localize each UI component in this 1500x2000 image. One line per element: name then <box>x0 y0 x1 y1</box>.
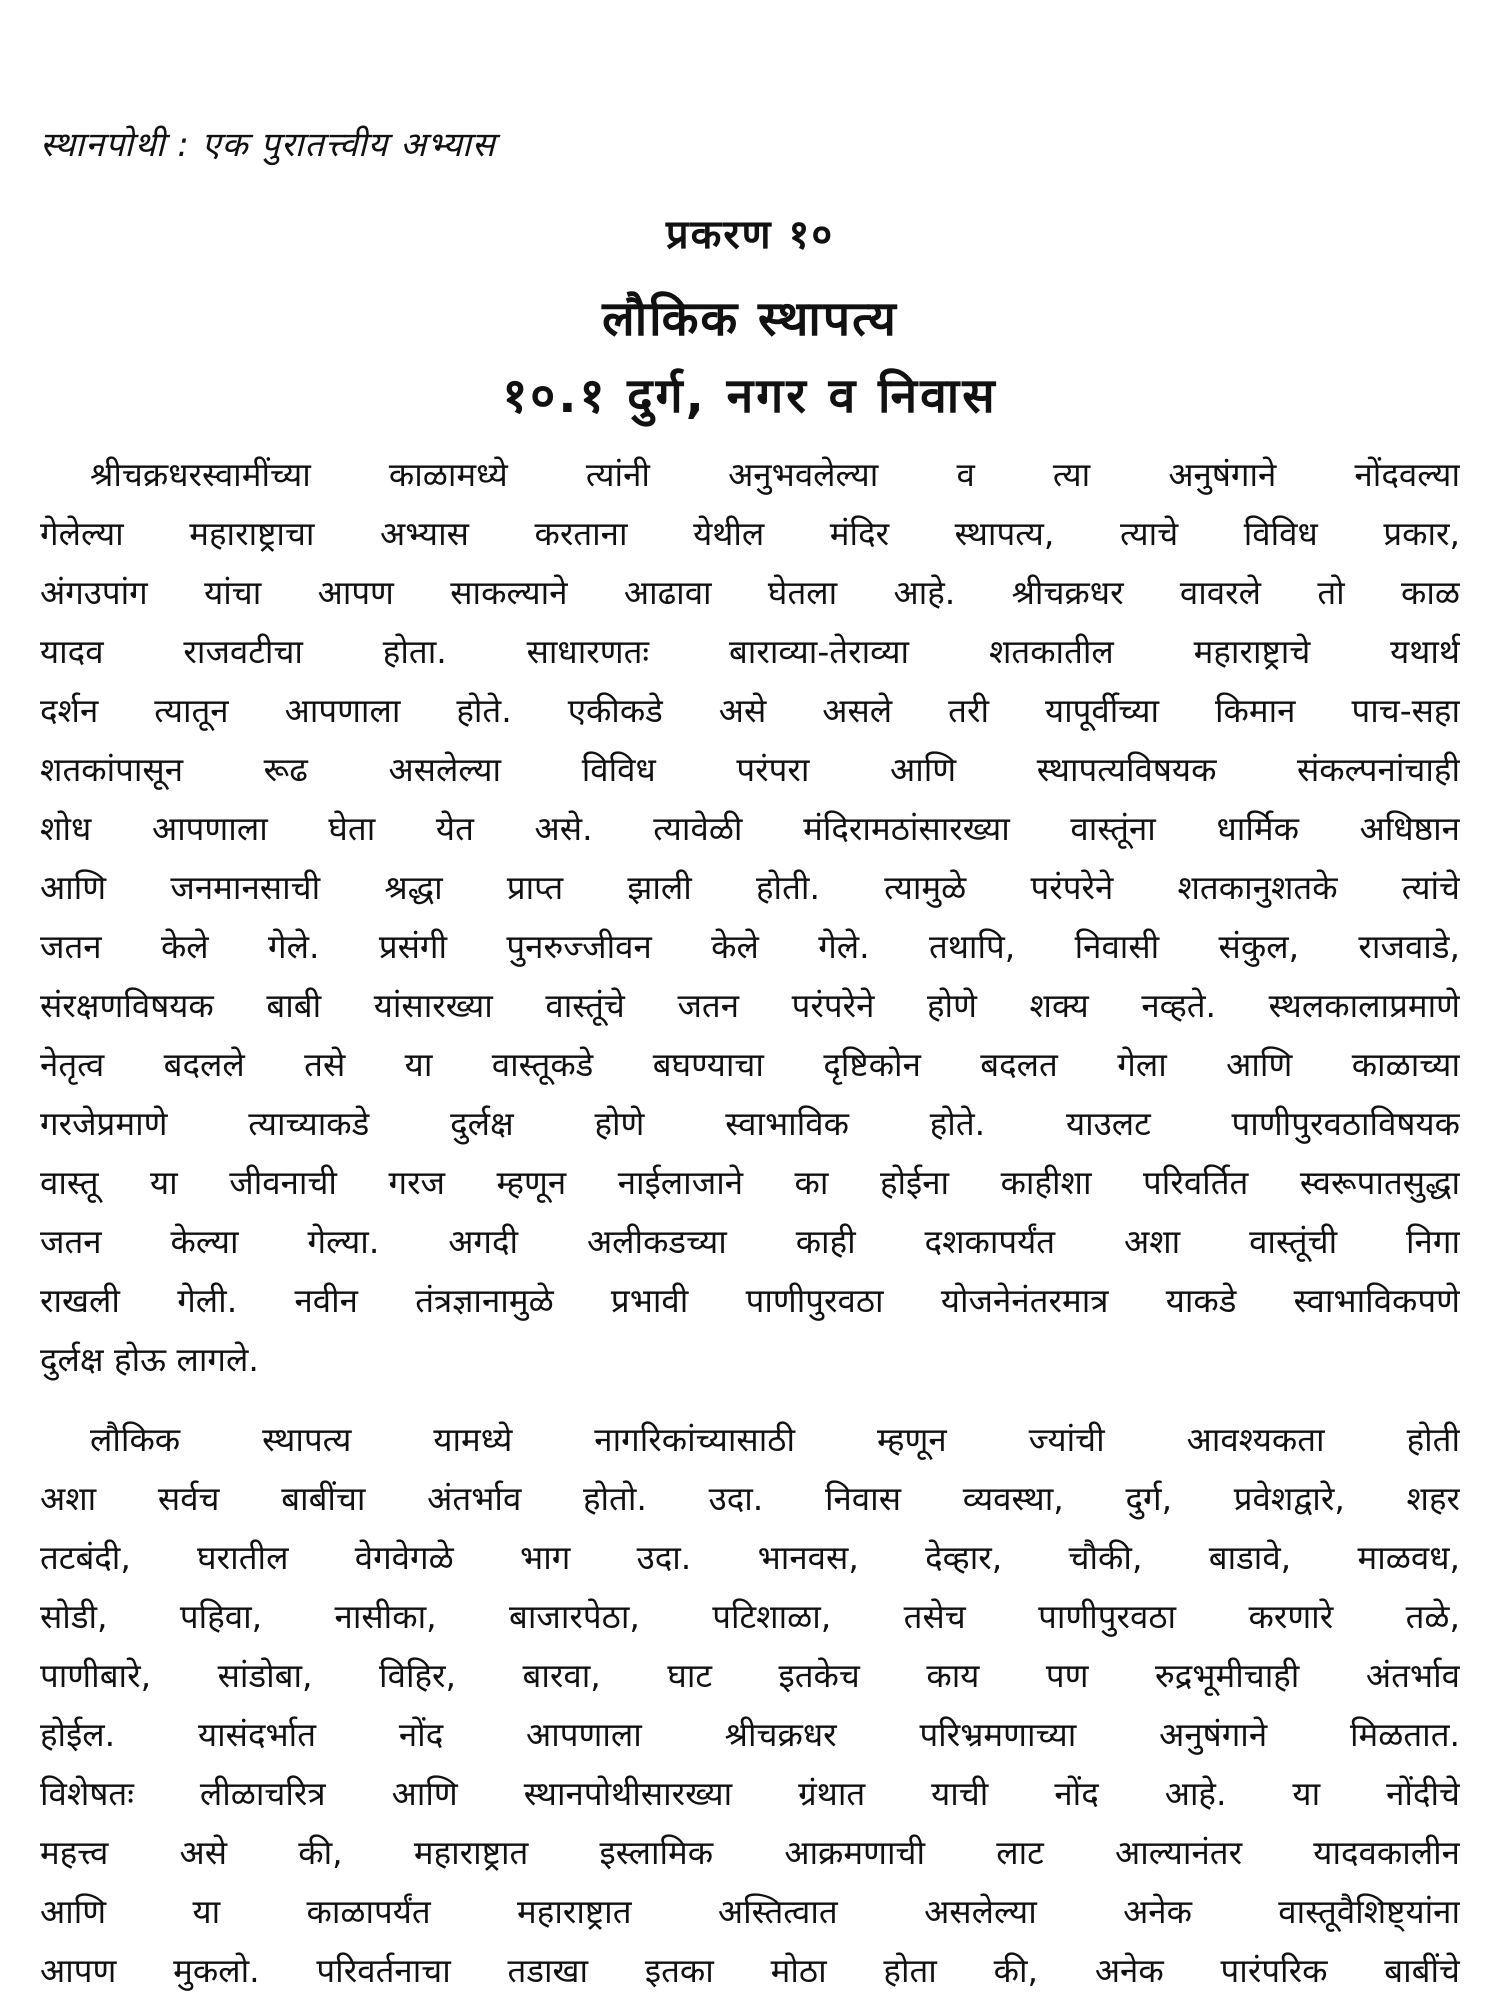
paragraph-1 <box>40 445 1460 1389</box>
paragraph-line: जतन केल्या गेल्या. अगदी अलीकडच्या काही दशकापर्यंत अशा वास्तूंची निगा <box>40 1222 1460 1261</box>
paragraph-line: शतकांपासून रूढ असलेल्या विविध परंपरा आणि स्थापत्यविषयक संकल्पनांचाही <box>40 750 1460 789</box>
paragraph-line: सोडी, पहिवा, नासीका, बाजारपेठा, पटिशाळा, तसेच पाणीपुरवठा करणारे तळे, <box>40 1597 1460 1636</box>
paragraph-line: संरक्षणविषयक बाबी यांसारख्या वास्तूंचे जतन परंपरेने होणे शक्य नव्हते. स्थलकालाप्रमाणे <box>40 986 1460 1025</box>
paragraph-line: आपण मुकलो. परिवर्तनाचा तडाखा इतका मोठा होता की, अनेक पारंपरिक बाबींचे <box>40 1951 1460 1990</box>
paragraph-line: पाणीबारे, सांडोबा, विहिर, बारवा, घाट इतकेच काय पण रुद्रभूमीचाही अंतर्भाव <box>40 1656 1460 1695</box>
paragraph-line: तटबंदी, घरातील वेगवेगळे भाग उदा. भानवस, देव्हार, चौकी, बाडावे, माळवध, <box>40 1538 1460 1577</box>
paragraph-line: अंगउपांग यांचा आपण साकल्याने आढावा घेतला आहे. श्रीचक्रधर वावरले तो काळ <box>40 573 1460 612</box>
paragraph-line: यादव राजवटीचा होता. साधारणतः बाराव्या-तेराव्या शतकातील महाराष्ट्राचे यथार्थ <box>40 632 1460 671</box>
paragraph-line: दर्शन त्यातून आपणाला होते. एकीकडे असे असले तरी यापूर्वीच्या किमान पाच-सहा <box>40 691 1460 730</box>
paragraph-2 <box>40 1410 1460 2000</box>
paragraph-line: नेतृत्व बदलले तसे या वास्तूकडे बघण्याचा दृष्टिकोन बदलत गेला आणि काळाच्या <box>40 1045 1460 1084</box>
running-head: स्थानपोथी : एक पुरातत्त्वीय अभ्यास <box>40 125 496 165</box>
paragraph-line: गरजेप्रमाणे त्याच्याकडे दुर्लक्ष होणे स्वाभाविक होते. याउलट पाणीपुरवठाविषयक <box>40 1104 1460 1143</box>
chapter-title: लौकिक स्थापत्य <box>602 291 898 347</box>
section-title: १०.१ दुर्ग, नगर व निवास <box>502 368 998 424</box>
paragraph-line: शोध आपणाला घेता येत असे. त्यावेळी मंदिरामठांसारख्या वास्तूंना धार्मिक अधिष्ठान <box>40 809 1460 848</box>
paragraph-line: लौकिक स्थापत्य यामध्ये नागरिकांच्यासाठी म्हणून ज्यांची आवश्यकता होती <box>90 1420 1460 1459</box>
paragraph-line: वास्तू या जीवनाची गरज म्हणून नाईलाजाने का होईना काहीशा परिवर्तित स्वरूपातसुद्धा <box>40 1163 1460 1202</box>
paragraph-line: अशा सर्वच बाबींचा अंतर्भाव होतो. उदा. निवास व्यवस्था, दुर्ग, प्रवेशद्वारे, शहर <box>40 1479 1460 1518</box>
paragraph-line: महत्त्व असे की, महाराष्ट्रात इस्लामिक आक्रमणाची लाट आल्यानंतर यादवकालीन <box>40 1833 1460 1872</box>
paragraph-line: विशेषतः लीळाचरित्र आणि स्थानपोथीसारख्या ग्रंथात याची नोंद आहे. या नोंदीचे <box>40 1774 1460 1813</box>
paragraph-line: दुर्लक्ष होऊ लागले. <box>40 1340 259 1379</box>
paragraph-line: गेलेल्या महाराष्ट्राचा अभ्यास करताना येथील मंदिर स्थापत्य, त्याचे विविध प्रकार, <box>40 514 1460 553</box>
chapter-label: प्रकरण १० <box>665 212 835 258</box>
paragraph-line: श्रीचक्रधरस्वामींच्या काळामध्ये त्यांनी अनुभवलेल्या व त्या अनुषंगाने नोंदवल्या <box>90 455 1460 494</box>
paragraph-line: आणि या काळापर्यंत महाराष्ट्रात अस्तित्वात असलेल्या अनेक वास्तूवैशिष्ट्यांना <box>40 1892 1460 1931</box>
paragraph-line: आणि जनमानसाची श्रद्धा प्राप्त झाली होती. त्यामुळे परंपरेने शतकानुशतके त्यांचे <box>40 868 1460 907</box>
paragraph-line: होईल. यासंदर्भात नोंद आपणाला श्रीचक्रधर परिभ्रमणाच्या अनुषंगाने मिळतात. <box>40 1715 1460 1754</box>
paragraph-line: राखली गेली. नवीन तंत्रज्ञानामुळे प्रभावी पाणीपुरवठा योजनेनंतरमात्र याकडे स्वाभाविकपणे <box>40 1281 1460 1320</box>
paragraph-line: जतन केले गेले. प्रसंगी पुनरुज्जीवन केले गेले. तथापि, निवासी संकुल, राजवाडे, <box>40 927 1460 966</box>
